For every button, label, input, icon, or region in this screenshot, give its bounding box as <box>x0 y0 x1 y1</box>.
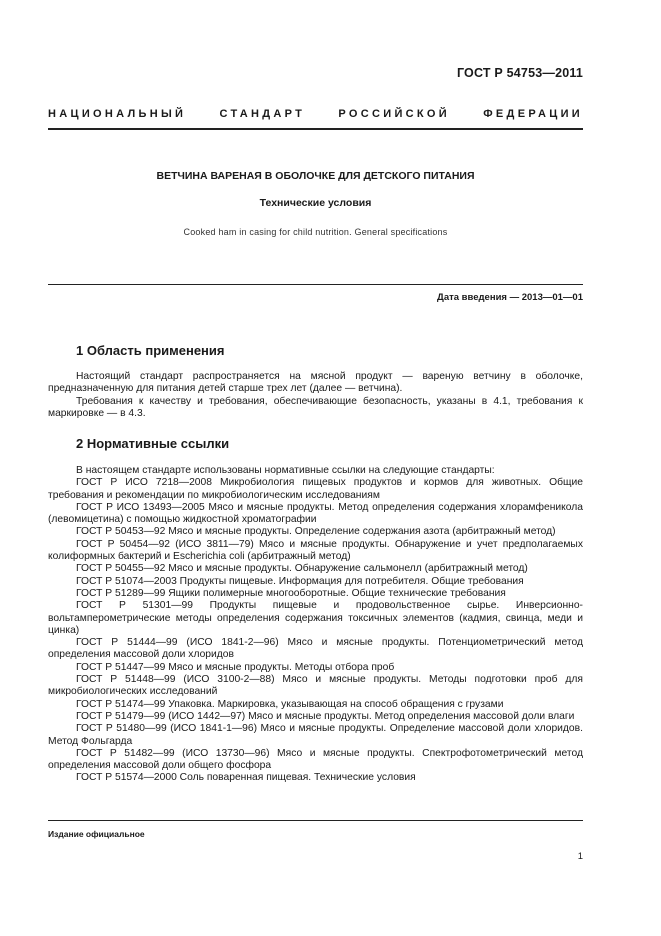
section-1-heading: 1 Область применения <box>76 343 225 358</box>
intro-date: Дата введения — 2013—01—01 <box>437 292 583 303</box>
reference-item: ГОСТ Р ИСО 13493—2005 Мясо и мясные продукты. Метод определения содержания хлорамфеникола (левомицетина) с помощью жидкостной хроматографии <box>48 501 583 526</box>
paragraph: Настоящий стандарт распространяется на мясной продукт — вареную ветчину в оболочке, предназначенную для питания детей старше трех лет (далее — ветчина). <box>48 371 583 395</box>
reference-item: ГОСТ Р 50455—92 Мясо и мясные продукты. Обнаружение сальмонелл (арбитражный метод) <box>76 563 528 575</box>
document-title-english: Cooked ham in casing for child nutrition. General specifications <box>183 227 448 237</box>
paragraph: Требования к качеству и требования, обеспечивающие безопасность, указаны в 4.1, требования к маркировке — в 4.3. <box>48 395 583 419</box>
top-rule <box>48 128 583 130</box>
reference-item: ГОСТ Р 51447—99 Мясо и мясные продукты. Методы отбора проб <box>76 661 395 673</box>
reference-item: ГОСТ Р 50453—92 Мясо и мясные продукты. Определение содержания азота (арбитражный метод) <box>76 526 556 538</box>
reference-item: ГОСТ Р 51444—99 (ИСО 1841-2—96) Мясо и мясные продукты. Потенциометрический метод определения массовой доли хлоридов <box>48 637 583 661</box>
reference-item: ГОСТ Р 51289—99 Ящики полимерные многооборотные. Общие технические требования <box>76 587 506 599</box>
document-subtitle: Технические условия <box>259 197 372 209</box>
edition-label: Издание официальное <box>48 829 145 839</box>
section-2-heading: 2 Нормативные ссылки <box>76 436 230 451</box>
gost-code: ГОСТ Р 54753—2011 <box>456 66 583 80</box>
footer-rule <box>48 820 583 821</box>
document-title: ВЕТЧИНА ВАРЕНАЯ В ОБОЛОЧКЕ ДЛЯ ДЕТСКОГО ПИТАНИЯ <box>156 170 475 182</box>
reference-item: ГОСТ Р 51474—99 Упаковка. Маркировка, указывающая на способ обращения с грузами <box>76 698 504 710</box>
reference-item: ГОСТ Р 51448—99 (ИСО 3100-2—88) Мясо и мясные продукты. Методы подготовки проб для микробиологических исследований <box>48 674 583 698</box>
section-1-body <box>48 371 583 420</box>
reference-item: ГОСТ Р 51479—99 (ИСО 1442—97) Мясо и мясные продукты. Метод определения массовой доли влаги <box>76 710 575 722</box>
reference-item: ГОСТ Р 51574—2000 Соль поваренная пищевая. Технические условия <box>76 772 416 784</box>
section-2-body <box>48 465 583 785</box>
national-standard-banner: НАЦИОНАЛЬНЫЙ СТАНДАРТ РОССИЙСКОЙ ФЕДЕРАЦИИ <box>48 108 583 120</box>
reference-item: ГОСТ Р 51074—2003 Продукты пищевые. Информация для потребителя. Общие требования <box>76 575 524 587</box>
paragraph: В настоящем стандарте использованы нормативные ссылки на следующие стандарты: <box>76 465 495 476</box>
reference-item: ГОСТ Р 51482—99 (ИСО 13730—96) Мясо и мясные продукты. Спектрофотометрический метод определения массовой доли общего фосфора <box>48 747 583 772</box>
page-number: 1 <box>577 851 583 862</box>
reference-item: ГОСТ Р ИСО 7218—2008 Микробиология пищевых продуктов и кормов для животных. Общие требования и рекомендации по микробиологическим исследованиям <box>48 477 583 501</box>
title-rule <box>48 284 583 285</box>
reference-item: ГОСТ Р 51301—99 Продукты пищевые и продовольственное сырье. Инверсионно-вольтамперометрические методы определения содержания токсичных элементов (кадмия, свинца, меди и цинка) <box>48 600 583 636</box>
reference-item: ГОСТ Р 50454—92 (ИСО 3811—79) Мясо и мясные продукты. Обнаружение и учет предполагаемых колиформных бактерий и Escherichia coli (арбитражный метод) <box>48 538 583 563</box>
reference-item: ГОСТ Р 51480—99 (ИСО 1841-1—96) Мясо и мясные продукты. Определение массовой доли хлоридов. Метод Фольгарда <box>48 723 583 747</box>
